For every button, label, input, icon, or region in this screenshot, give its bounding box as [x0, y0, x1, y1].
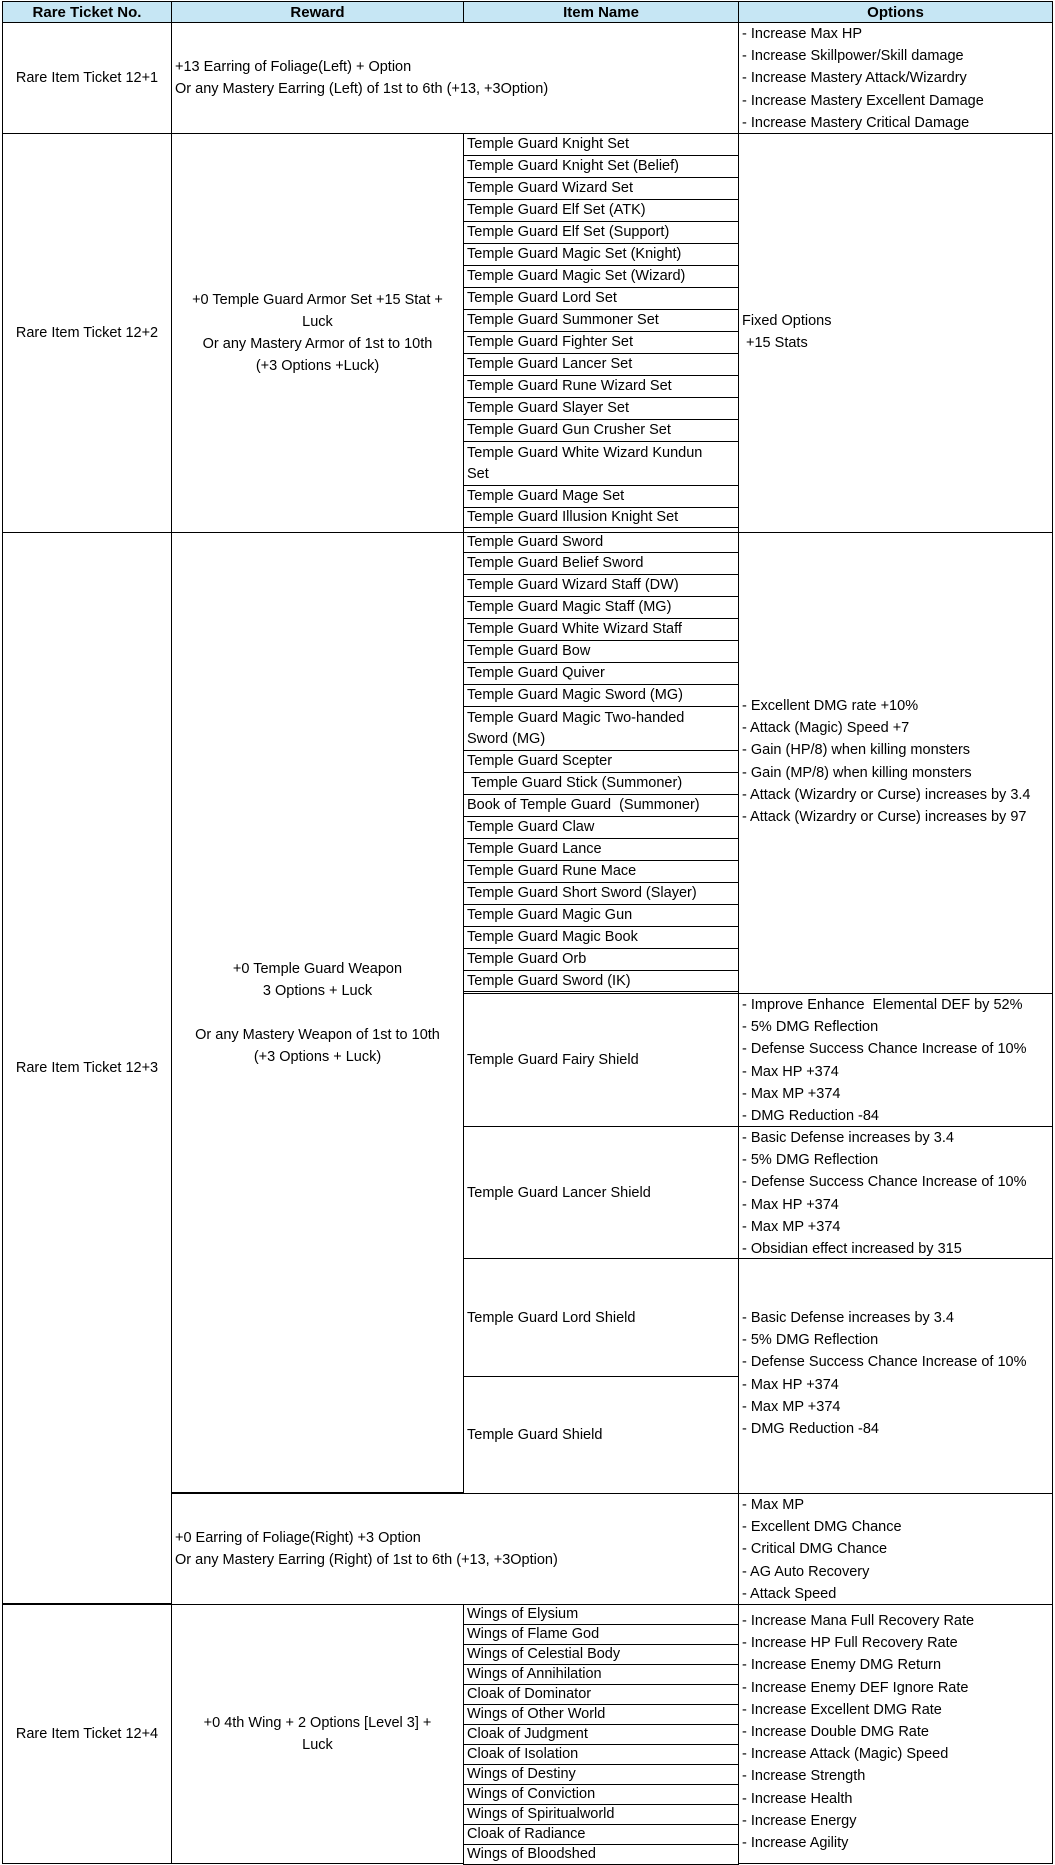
option-line: - Excellent DMG rate +10%: [742, 698, 919, 714]
option-line: - Improve Enhance Elemental DEF by 52%: [742, 997, 1023, 1013]
option-line: - Gain (MP/8) when killing monsters: [742, 764, 972, 781]
item-name-cell: Wings of Spiritualworld: [463, 1804, 739, 1825]
option-line: - Increase Enemy DMG Return: [742, 1657, 942, 1674]
option-line: - Increase Enemy DEF Ignore Rate: [742, 1679, 969, 1696]
item-name-cell: Cloak of Radiance: [463, 1824, 739, 1845]
option-line: - Increase Mastery Excellent Damage: [742, 92, 984, 109]
option-line: - 5% DMG Reflection: [742, 1332, 879, 1349]
item-name-cell: Temple Guard Knight Set: [463, 133, 739, 156]
option-line: - DMG Reduction -84: [742, 1421, 879, 1438]
item-name-cell: Temple Guard Magic Staff (MG): [463, 596, 739, 619]
lancer-shield: Temple Guard Lancer Shield: [463, 1126, 739, 1259]
header-ticket: Rare Ticket No.: [2, 1, 172, 23]
reward-12-4: +0 4th Wing + 2 Options [Level 3] + Luck: [171, 1604, 464, 1864]
header-options: Options: [738, 1, 1053, 23]
option-line: - Increase Excellent DMG Rate: [742, 1701, 942, 1718]
option-line: - Defense Success Chance Increase of 10%: [742, 1354, 1027, 1371]
ticket-12-2: Rare Item Ticket 12+2: [2, 133, 172, 533]
item-name-cell: Temple Guard Fighter Set: [463, 331, 739, 354]
item-name-cell: Temple Guard Magic Gun: [463, 904, 739, 927]
item-name-cell: Temple Guard Stick (Summoner): [463, 772, 739, 795]
item-name-cell: Temple Guard Lord Set: [463, 287, 739, 310]
item-name-cell: Cloak of Dominator: [463, 1684, 739, 1705]
item-name-cell: Temple Guard Scepter: [463, 750, 739, 773]
ticket-12-3: Rare Item Ticket 12+3: [2, 532, 172, 1604]
option-line: - Obsidian effect increased by 315: [742, 1241, 962, 1258]
item-name-cell: Wings of Other World: [463, 1704, 739, 1725]
item-name-cell: Wings of Annihilation: [463, 1664, 739, 1685]
reward-12-2: +0 Temple Guard Armor Set +15 Stat + Luck Or any Mastery Armor of 1st to 10th (+3 Options +Luck): [171, 133, 464, 533]
option-line: - Max HP +374: [742, 1196, 839, 1213]
ticket-12-4: Rare Item Ticket 12+4: [2, 1604, 172, 1864]
item-name-cell: Temple Guard Slayer Set: [463, 397, 739, 420]
option-line: - Defense Success Chance Increase of 10%: [742, 1174, 1027, 1191]
option-line: - Increase Max HP: [742, 26, 863, 42]
ticket-12-1: Rare Item Ticket 12+1: [2, 22, 172, 134]
option-line: - Increase Health: [742, 1790, 853, 1807]
item-name-cell: Temple Guard Short Sword (Slayer): [463, 882, 739, 905]
option-line: - Increase Mastery Critical Damage: [742, 114, 970, 131]
options-12-2: [738, 133, 1053, 533]
item-name-cell: Temple Guard Lancer Set: [463, 353, 739, 376]
item-name-cell: Temple Guard White Wizard Kundun Set: [463, 441, 739, 486]
options-list: [739, 310, 831, 354]
earring-right-options: [738, 1493, 1053, 1605]
lord-shield: Temple Guard Lord Shield: [463, 1258, 739, 1377]
item-name-cell: Temple Guard Illusion Knight Set: [463, 507, 739, 528]
item-name-cell: Temple Guard Wizard Set: [463, 177, 739, 200]
option-line: - Attack (Magic) Speed +7: [742, 720, 910, 737]
options-12-4: [738, 1604, 1053, 1864]
option-line: - Increase Attack (Magic) Speed: [742, 1746, 949, 1763]
option-line: - Increase Mastery Attack/Wizardry: [742, 70, 967, 87]
option-line: - Increase Agility: [742, 1835, 849, 1852]
header-item-name: Item Name: [463, 1, 739, 23]
option-line: - DMG Reduction -84: [742, 1108, 879, 1125]
item-name-cell: Temple Guard Magic Sword (MG): [463, 684, 739, 707]
option-line: - Basic Defense increases by 3.4: [742, 1130, 954, 1146]
option-line: - Max MP +374: [742, 1085, 841, 1102]
item-name-cell: Temple Guard Sword (IK): [463, 970, 739, 992]
item-name-cell: Wings of Elysium: [463, 1604, 739, 1625]
option-line: - Max HP +374: [742, 1376, 839, 1393]
weapon-options-12-3: [738, 532, 1053, 994]
item-name-cell: Temple Guard Lance: [463, 838, 739, 861]
option-line: Fixed Options: [742, 313, 832, 329]
header-reward: Reward: [171, 1, 464, 23]
option-line: - Increase Strength: [742, 1768, 866, 1785]
item-name-cell: Temple Guard Gun Crusher Set: [463, 419, 739, 442]
option-line: - Max MP +374: [742, 1218, 841, 1235]
option-line: - Critical DMG Chance: [742, 1541, 888, 1558]
option-line: - Max HP +374: [742, 1063, 839, 1080]
item-name-cell: Temple Guard Claw: [463, 816, 739, 839]
item-name-cell: Book of Temple Guard (Summoner): [463, 794, 739, 817]
item-name-cell: Wings of Conviction: [463, 1784, 739, 1805]
item-name-cell: Wings of Celestial Body: [463, 1644, 739, 1665]
item-name-cell: Temple Guard Magic Two-handed Sword (MG): [463, 706, 739, 751]
option-line: - Attack Speed: [742, 1585, 837, 1602]
temple-guard-shield: Temple Guard Shield: [463, 1376, 739, 1494]
options-list: [739, 1307, 1027, 1440]
earring-right-reward: +0 Earring of Foliage(Right) +3 Option Or any Mastery Earring (Right) of 1st to 6th (+13, +3Option): [171, 1493, 739, 1605]
item-name-cell: Temple Guard Mage Set: [463, 485, 739, 508]
fairy-shield-options: [738, 993, 1053, 1127]
option-line: - Increase Double DMG Rate: [742, 1724, 929, 1741]
option-line: - Gain (HP/8) when killing monsters: [742, 742, 971, 759]
option-line: - Defense Success Chance Increase of 10%: [742, 1041, 1027, 1058]
item-name-cell: Cloak of Judgment: [463, 1724, 739, 1745]
item-name-cell: Temple Guard Summoner Set: [463, 309, 739, 332]
option-line: - AG Auto Recovery: [742, 1563, 870, 1580]
option-line: +15 Stats: [742, 335, 808, 352]
option-line: - Attack (Wizardry or Curse) increases by 3.4: [742, 786, 1031, 803]
item-name-cell: Wings of Flame God: [463, 1624, 739, 1645]
item-name-cell: Temple Guard Sword: [463, 532, 739, 553]
item-name-cell: Temple Guard Magic Book: [463, 926, 739, 949]
item-name-cell: Temple Guard Magic Set (Wizard): [463, 265, 739, 288]
item-name-cell: Cloak of Isolation: [463, 1744, 739, 1765]
item-name-cell: Wings of Destiny: [463, 1764, 739, 1785]
item-name-cell: Temple Guard Magic Set (Knight): [463, 243, 739, 266]
options-list: [739, 1610, 974, 1854]
item-name-cell: Temple Guard Knight Set (Belief): [463, 155, 739, 178]
item-name-cell: Temple Guard Elf Set (Support): [463, 221, 739, 244]
fairy-shield: Temple Guard Fairy Shield: [463, 993, 739, 1127]
options-list: [739, 1494, 902, 1605]
reward-12-3: +0 Temple Guard Weapon 3 Options + Luck Or any Mastery Weapon of 1st to 10th (+3 Options + Luck): [171, 532, 464, 1493]
option-line: - Increase HP Full Recovery Rate: [742, 1635, 958, 1652]
option-line: - Increase Mana Full Recovery Rate: [742, 1613, 975, 1629]
options-list: [739, 1127, 1027, 1260]
option-line: - Attack (Wizardry or Curse) increases by 97: [742, 809, 1027, 826]
options-12-1: [738, 22, 1053, 134]
item-name-cell: Temple Guard Elf Set (ATK): [463, 199, 739, 222]
reward-12-1: +13 Earring of Foliage(Left) + Option Or any Mastery Earring (Left) of 1st to 6th (+13, +3Option): [171, 22, 739, 134]
item-name-cell: Temple Guard Quiver: [463, 662, 739, 685]
option-line: - 5% DMG Reflection: [742, 1152, 879, 1169]
item-name-cell: Temple Guard White Wizard Staff: [463, 618, 739, 641]
item-name-cell: Temple Guard Belief Sword: [463, 552, 739, 575]
option-line: - Increase Skillpower/Skill damage: [742, 48, 964, 65]
options-list: [739, 23, 984, 134]
item-name-cell: Temple Guard Orb: [463, 948, 739, 971]
option-line: - 5% DMG Reflection: [742, 1019, 879, 1036]
lancer-shield-options: [738, 1126, 1053, 1259]
shield-options: [738, 1258, 1053, 1494]
option-line: - Max MP +374: [742, 1398, 841, 1415]
option-line: - Max MP: [742, 1497, 805, 1513]
item-name-cell: Temple Guard Wizard Staff (DW): [463, 574, 739, 597]
item-name-cell: Wings of Bloodshed: [463, 1844, 739, 1865]
option-line: - Excellent DMG Chance: [742, 1519, 902, 1536]
options-list: [739, 994, 1027, 1127]
item-name-cell: Temple Guard Rune Wizard Set: [463, 375, 739, 398]
option-line: - Basic Defense increases by 3.4: [742, 1310, 954, 1326]
item-name-cell: Temple Guard Rune Mace: [463, 860, 739, 883]
options-list: [739, 695, 1030, 828]
option-line: - Increase Energy: [742, 1812, 857, 1829]
item-name-cell: Temple Guard Bow: [463, 640, 739, 663]
